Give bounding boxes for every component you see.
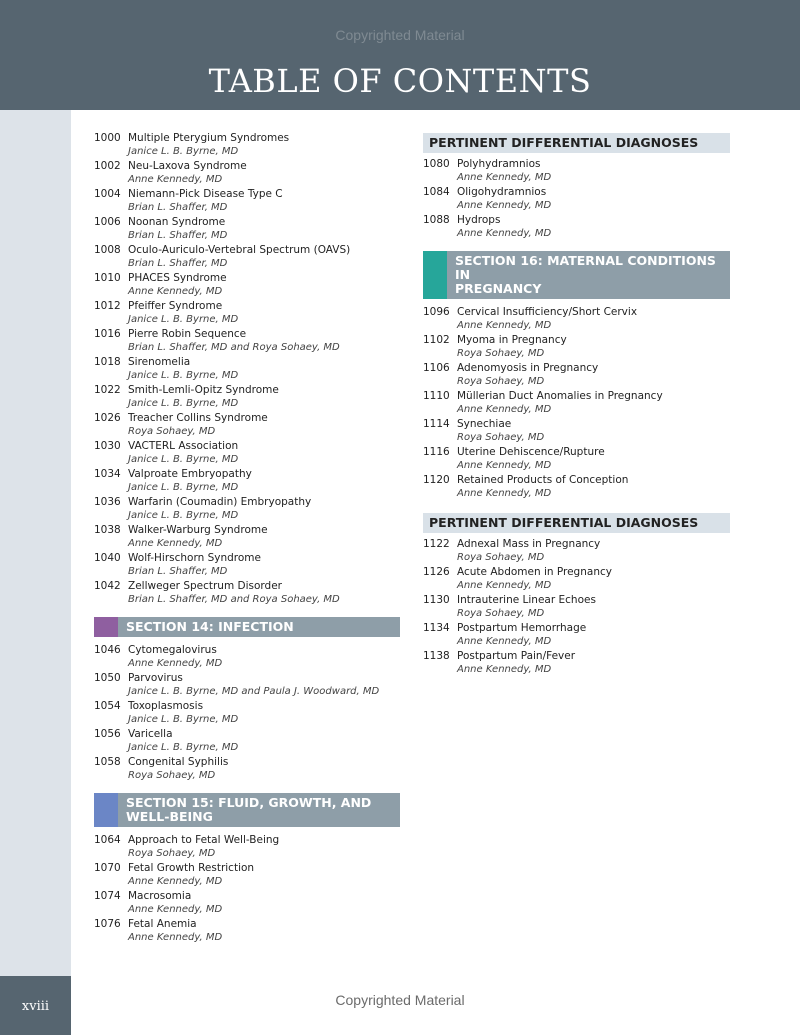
section-15-heading [94, 793, 400, 827]
toc-entry-line [423, 389, 730, 403]
toc-entry-author: Anne Kennedy, MD [457, 320, 552, 331]
toc-entry-title[interactable]: Müllerian Duct Anomalies in Pregnancy [457, 390, 663, 402]
toc-entry-line [423, 445, 730, 459]
toc-page-number: 1054 [94, 700, 121, 712]
toc-entry[interactable] [94, 579, 400, 607]
toc-entry-title[interactable]: Uterine Dehiscence/Rupture [457, 446, 605, 458]
toc-entry-line [94, 755, 400, 769]
section-15-swatch [94, 793, 118, 827]
toc-entry[interactable] [423, 565, 730, 593]
toc-entry-author: Janice L. B. Byrne, MD [128, 398, 239, 409]
toc-page-number: 1074 [94, 890, 121, 902]
toc-page-number: 1058 [94, 756, 121, 768]
toc-page-number: 1122 [423, 538, 450, 550]
toc-entry[interactable] [423, 537, 730, 565]
toc-entry[interactable] [94, 187, 400, 215]
toc-entry-line [423, 621, 730, 635]
toc-entry-title[interactable]: Polyhydramnios [457, 158, 541, 170]
toc-entry-title[interactable]: Walker-Warburg Syndrome [128, 524, 268, 536]
toc-entry-title[interactable]: Oligohydramnios [457, 186, 547, 198]
toc-entry-author: Janice L. B. Byrne, MD [128, 742, 239, 753]
toc-page-number: 1008 [94, 244, 121, 256]
toc-entry-title[interactable]: Adenomyosis in Pregnancy [457, 362, 599, 374]
toc-entry-title[interactable]: Cytomegalovirus [128, 644, 217, 656]
section-14-title: SECTION 14: INFECTION [118, 617, 400, 637]
toc-entry-title[interactable]: Sirenomelia [128, 356, 191, 368]
toc-entry-title[interactable]: Approach to Fetal Well-Being [128, 834, 280, 846]
toc-entry-author: Brian L. Shaffer, MD [128, 230, 228, 241]
toc-entry-author: Janice L. B. Byrne, MD [128, 146, 239, 157]
page-title: TABLE OF CONTENTS [208, 62, 592, 100]
toc-entry[interactable] [94, 383, 400, 411]
toc-entry[interactable] [423, 621, 730, 649]
toc-entry-author: Anne Kennedy, MD [457, 580, 552, 591]
toc-entry-line [423, 537, 730, 551]
toc-entry-title[interactable]: Postpartum Hemorrhage [457, 622, 587, 634]
toc-entry-title[interactable]: Toxoplasmosis [128, 700, 204, 712]
toc-page-number: 1050 [94, 672, 121, 684]
toc-entry[interactable] [94, 551, 400, 579]
toc-entry-line [423, 649, 730, 663]
toc-page-number: 1012 [94, 300, 121, 312]
toc-page-number: 1126 [423, 566, 450, 578]
toc-entry-author: Anne Kennedy, MD [457, 636, 552, 647]
toc-entry-title[interactable]: Smith-Lemli-Opitz Syndrome [128, 384, 279, 396]
toc-entry-author: Anne Kennedy, MD [128, 286, 223, 297]
toc-entry-title[interactable]: Acute Abdomen in Pregnancy [457, 566, 612, 578]
toc-entry-line [94, 727, 400, 741]
toc-entry[interactable] [94, 727, 400, 755]
toc-entry-author: Anne Kennedy, MD [457, 404, 552, 415]
toc-page-number: 1064 [94, 834, 121, 846]
toc-entry[interactable] [94, 243, 400, 271]
toc-page-number: 1004 [94, 188, 121, 200]
toc-entry-author: Brian L. Shaffer, MD and Roya Sohaey, MD [128, 594, 340, 605]
left-column [94, 131, 400, 945]
toc-entry[interactable] [423, 361, 730, 389]
toc-page-number: 1114 [423, 418, 450, 430]
toc-entry-title[interactable]: Adnexal Mass in Pregnancy [457, 538, 601, 550]
toc-entry-line [94, 467, 400, 481]
toc-entry-line [94, 131, 400, 145]
toc-entry-title[interactable]: Parvovirus [128, 672, 183, 684]
toc-entry-line [94, 243, 400, 257]
toc-entry[interactable] [423, 649, 730, 677]
toc-entry[interactable] [94, 327, 400, 355]
section-14-entries [94, 643, 400, 783]
toc-entry-author: Janice L. B. Byrne, MD [128, 714, 239, 725]
toc-page-number: 1130 [423, 594, 450, 606]
toc-page-number: 1096 [423, 306, 450, 318]
toc-entry-title[interactable]: Hydrops [457, 214, 501, 226]
toc-entry-author: Janice L. B. Byrne, MD and Paula J. Woodward, MD [128, 686, 380, 697]
toc-entry[interactable] [423, 593, 730, 621]
toc-entry[interactable] [94, 495, 400, 523]
toc-entry-author: Roya Sohaey, MD [457, 552, 545, 563]
toc-entry-author: Anne Kennedy, MD [128, 876, 223, 887]
toc-entry[interactable] [423, 213, 730, 241]
pdd-2-entries [423, 537, 730, 677]
toc-entry-line [94, 411, 400, 425]
toc-page-number: 1038 [94, 524, 121, 536]
toc-page-number: 1120 [423, 474, 450, 486]
toc-entry-author: Anne Kennedy, MD [457, 664, 552, 675]
toc-entry-line [94, 889, 400, 903]
toc-entry-line [94, 671, 400, 685]
toc-entry-line [423, 213, 730, 227]
section-15-title [118, 793, 400, 827]
section-16-title [447, 251, 730, 299]
toc-entry-author: Brian L. Shaffer, MD and Roya Sohaey, MD [128, 342, 340, 353]
toc-entry-title[interactable]: Pierre Robin Sequence [128, 328, 247, 340]
toc-entry-title[interactable]: Macrosomia [128, 890, 192, 902]
section-14-heading [94, 617, 400, 637]
toc-entry-line [423, 361, 730, 375]
toc-entry-line [94, 299, 400, 313]
sidebar-strip [0, 110, 71, 976]
toc-page-number: 1022 [94, 384, 121, 396]
toc-page-number: 1076 [94, 918, 121, 930]
toc-entry-line [94, 643, 400, 657]
toc-entry-line [94, 215, 400, 229]
toc-entry[interactable] [94, 411, 400, 439]
toc-entry-author: Janice L. B. Byrne, MD [128, 510, 239, 521]
toc-entry-title[interactable]: Noonan Syndrome [128, 216, 226, 228]
toc-entry-title[interactable]: Retained Products of Conception [457, 474, 629, 486]
toc-entry[interactable] [94, 523, 400, 551]
toc-entry-author: Anne Kennedy, MD [457, 460, 552, 471]
toc-entry-author: Brian L. Shaffer, MD [128, 566, 228, 577]
toc-page-number: 1018 [94, 356, 121, 368]
toc-entry[interactable] [423, 157, 730, 185]
toc-entry[interactable] [94, 215, 400, 243]
section-15-entries [94, 833, 400, 945]
toc-page-number: 1040 [94, 552, 121, 564]
toc-entry-author: Anne Kennedy, MD [128, 904, 223, 915]
toc-entry-line [94, 439, 400, 453]
page-number: xviii [21, 999, 50, 1014]
toc-entry-line [94, 861, 400, 875]
toc-entry-line [423, 593, 730, 607]
entry-list [94, 131, 400, 607]
toc-entry[interactable] [423, 333, 730, 361]
section-16-entries [423, 305, 730, 501]
section-16-title-line2: PREGNANCY [455, 281, 542, 296]
toc-entry-line [94, 355, 400, 369]
toc-page-number: 1010 [94, 272, 121, 284]
toc-entry-author: Roya Sohaey, MD [128, 848, 216, 859]
toc-entry-line [94, 699, 400, 713]
toc-entry-title[interactable]: Neu-Laxova Syndrome [128, 160, 247, 172]
section-14-swatch [94, 617, 118, 637]
toc-entry-author: Roya Sohaey, MD [457, 348, 545, 359]
toc-page-number: 1036 [94, 496, 121, 508]
section-16-title-line1: SECTION 16: MATERNAL CONDITIONS IN [455, 253, 716, 282]
toc-entry-title[interactable]: Congenital Syphilis [128, 756, 229, 768]
toc-entry[interactable] [94, 861, 400, 889]
toc-entry[interactable] [94, 467, 400, 495]
watermark-bottom: Copyrighted Material [335, 992, 465, 1008]
toc-entry-author: Anne Kennedy, MD [457, 488, 552, 499]
toc-entry[interactable] [94, 917, 400, 945]
toc-entry[interactable] [94, 355, 400, 383]
toc-entry-author: Roya Sohaey, MD [457, 432, 545, 443]
toc-entry-author: Roya Sohaey, MD [457, 376, 545, 387]
toc-entry-line [94, 523, 400, 537]
toc-entry-title[interactable]: Varicella [128, 728, 173, 740]
toc-page-number: 1088 [423, 214, 450, 226]
toc-entry-title[interactable]: Fetal Anemia [128, 918, 197, 930]
toc-entry-author: Anne Kennedy, MD [457, 228, 552, 239]
toc-entry-title[interactable]: Postpartum Pain/Fever [457, 650, 576, 662]
toc-entry-author: Janice L. B. Byrne, MD [128, 454, 239, 465]
toc-entry-line [423, 473, 730, 487]
right-column [423, 131, 730, 677]
toc-entry-title[interactable]: Myoma in Pregnancy [457, 334, 567, 346]
toc-page-number: 1002 [94, 160, 121, 172]
toc-entry-author: Janice L. B. Byrne, MD [128, 314, 239, 325]
toc-page-number: 1034 [94, 468, 121, 480]
toc-entry-author: Anne Kennedy, MD [128, 932, 223, 943]
toc-entry-line [94, 917, 400, 931]
section-15-title-line2: WELL-BEING [126, 809, 213, 824]
pdd-1-entries [423, 157, 730, 241]
toc-entry-line [94, 551, 400, 565]
toc-entry-title[interactable]: Oculo-Auriculo-Vertebral Spectrum (OAVS) [128, 244, 351, 256]
toc-entry[interactable] [94, 159, 400, 187]
header-band [0, 0, 800, 110]
toc-entry-line [423, 417, 730, 431]
toc-entry-author: Brian L. Shaffer, MD [128, 202, 228, 213]
toc-entry-author: Janice L. B. Byrne, MD [128, 482, 239, 493]
toc-entry-title[interactable]: Warfarin (Coumadin) Embryopathy [128, 496, 312, 508]
toc-entry[interactable] [94, 671, 400, 699]
toc-entry-author: Brian L. Shaffer, MD [128, 258, 228, 269]
toc-entry-author: Anne Kennedy, MD [128, 174, 223, 185]
toc-entry-line [94, 187, 400, 201]
toc-entry-line [423, 565, 730, 579]
toc-entry-line [94, 495, 400, 509]
toc-page-number: 1134 [423, 622, 450, 634]
toc-entry-title[interactable]: Pfeiffer Syndrome [128, 300, 223, 312]
toc-entry[interactable] [423, 389, 730, 417]
toc-entry-author: Anne Kennedy, MD [457, 172, 552, 183]
toc-entry-line [94, 327, 400, 341]
section-15-title-line1: SECTION 15: FLUID, GROWTH, AND [126, 795, 372, 810]
toc-entry-author: Anne Kennedy, MD [457, 200, 552, 211]
toc-entry-line [94, 159, 400, 173]
toc-page-number: 1046 [94, 644, 121, 656]
toc-page-number: 1084 [423, 186, 450, 198]
toc-entry[interactable] [94, 755, 400, 783]
toc-entry-line [94, 579, 400, 593]
toc-entry[interactable] [423, 445, 730, 473]
toc-entry-author: Roya Sohaey, MD [128, 426, 216, 437]
toc-entry-author: Anne Kennedy, MD [128, 538, 223, 549]
toc-page-number: 1080 [423, 158, 450, 170]
toc-entry-line [423, 305, 730, 319]
toc-entry[interactable] [423, 185, 730, 213]
toc-entry-author: Roya Sohaey, MD [128, 770, 216, 781]
toc-entry[interactable] [423, 417, 730, 445]
toc-entry-title[interactable]: Fetal Growth Restriction [128, 862, 255, 874]
toc-entry-title[interactable]: Valproate Embryopathy [128, 468, 252, 480]
toc-entry[interactable] [94, 131, 400, 159]
toc-page-number: 1026 [94, 412, 121, 424]
section-16-heading [423, 251, 730, 299]
toc-entry-line [423, 333, 730, 347]
toc-entry-line [423, 157, 730, 171]
toc-page-number: 1110 [423, 390, 450, 402]
toc-entry-title[interactable]: Zellweger Spectrum Disorder [128, 580, 283, 592]
toc-page-number: 1116 [423, 446, 450, 458]
toc-entry[interactable] [94, 833, 400, 861]
toc-entry[interactable] [94, 889, 400, 917]
toc-entry[interactable] [94, 299, 400, 327]
toc-page-number: 1000 [94, 132, 121, 144]
toc-page-number: 1138 [423, 650, 450, 662]
toc-entry-title[interactable]: Synechiae [457, 418, 512, 430]
toc-page-number: 1070 [94, 862, 121, 874]
toc-entry[interactable] [94, 439, 400, 467]
toc-entry[interactable] [94, 699, 400, 727]
toc-entry[interactable] [94, 643, 400, 671]
toc-entry[interactable] [94, 271, 400, 299]
toc-entry-title[interactable]: Niemann-Pick Disease Type C [128, 188, 283, 200]
toc-page-number: 1030 [94, 440, 121, 452]
toc-entry-title[interactable]: Wolf-Hirschorn Syndrome [128, 552, 261, 564]
section-16-swatch [423, 251, 447, 299]
toc-entry-title[interactable]: Intrauterine Linear Echoes [457, 594, 596, 606]
toc-entry-line [94, 833, 400, 847]
toc-entry-author: Janice L. B. Byrne, MD [128, 370, 239, 381]
toc-page-number: 1106 [423, 362, 450, 374]
toc-entry-title[interactable]: PHACES Syndrome [128, 272, 227, 284]
toc-entry-author: Roya Sohaey, MD [457, 608, 545, 619]
watermark-top: Copyrighted Material [335, 27, 465, 43]
toc-entry-title[interactable]: VACTERL Association [128, 440, 239, 452]
toc-page-number: 1102 [423, 334, 450, 346]
toc-page-number: 1016 [94, 328, 121, 340]
toc-entry[interactable] [423, 305, 730, 333]
toc-page-number: 1056 [94, 728, 121, 740]
toc-page-number: 1006 [94, 216, 121, 228]
toc-entry-line [94, 383, 400, 397]
pdd-heading-1: PERTINENT DIFFERENTIAL DIAGNOSES [423, 133, 730, 153]
toc-entry-title[interactable]: Multiple Pterygium Syndromes [128, 132, 290, 144]
toc-entry-title[interactable]: Cervical Insufficiency/Short Cervix [457, 306, 638, 318]
toc-entry-line [94, 271, 400, 285]
toc-page-number: 1042 [94, 580, 121, 592]
pdd-heading-2: PERTINENT DIFFERENTIAL DIAGNOSES [423, 513, 730, 533]
toc-entry-line [423, 185, 730, 199]
toc-entry[interactable] [423, 473, 730, 501]
toc-entry-author: Anne Kennedy, MD [128, 658, 223, 669]
toc-entry-title[interactable]: Treacher Collins Syndrome [128, 412, 268, 424]
